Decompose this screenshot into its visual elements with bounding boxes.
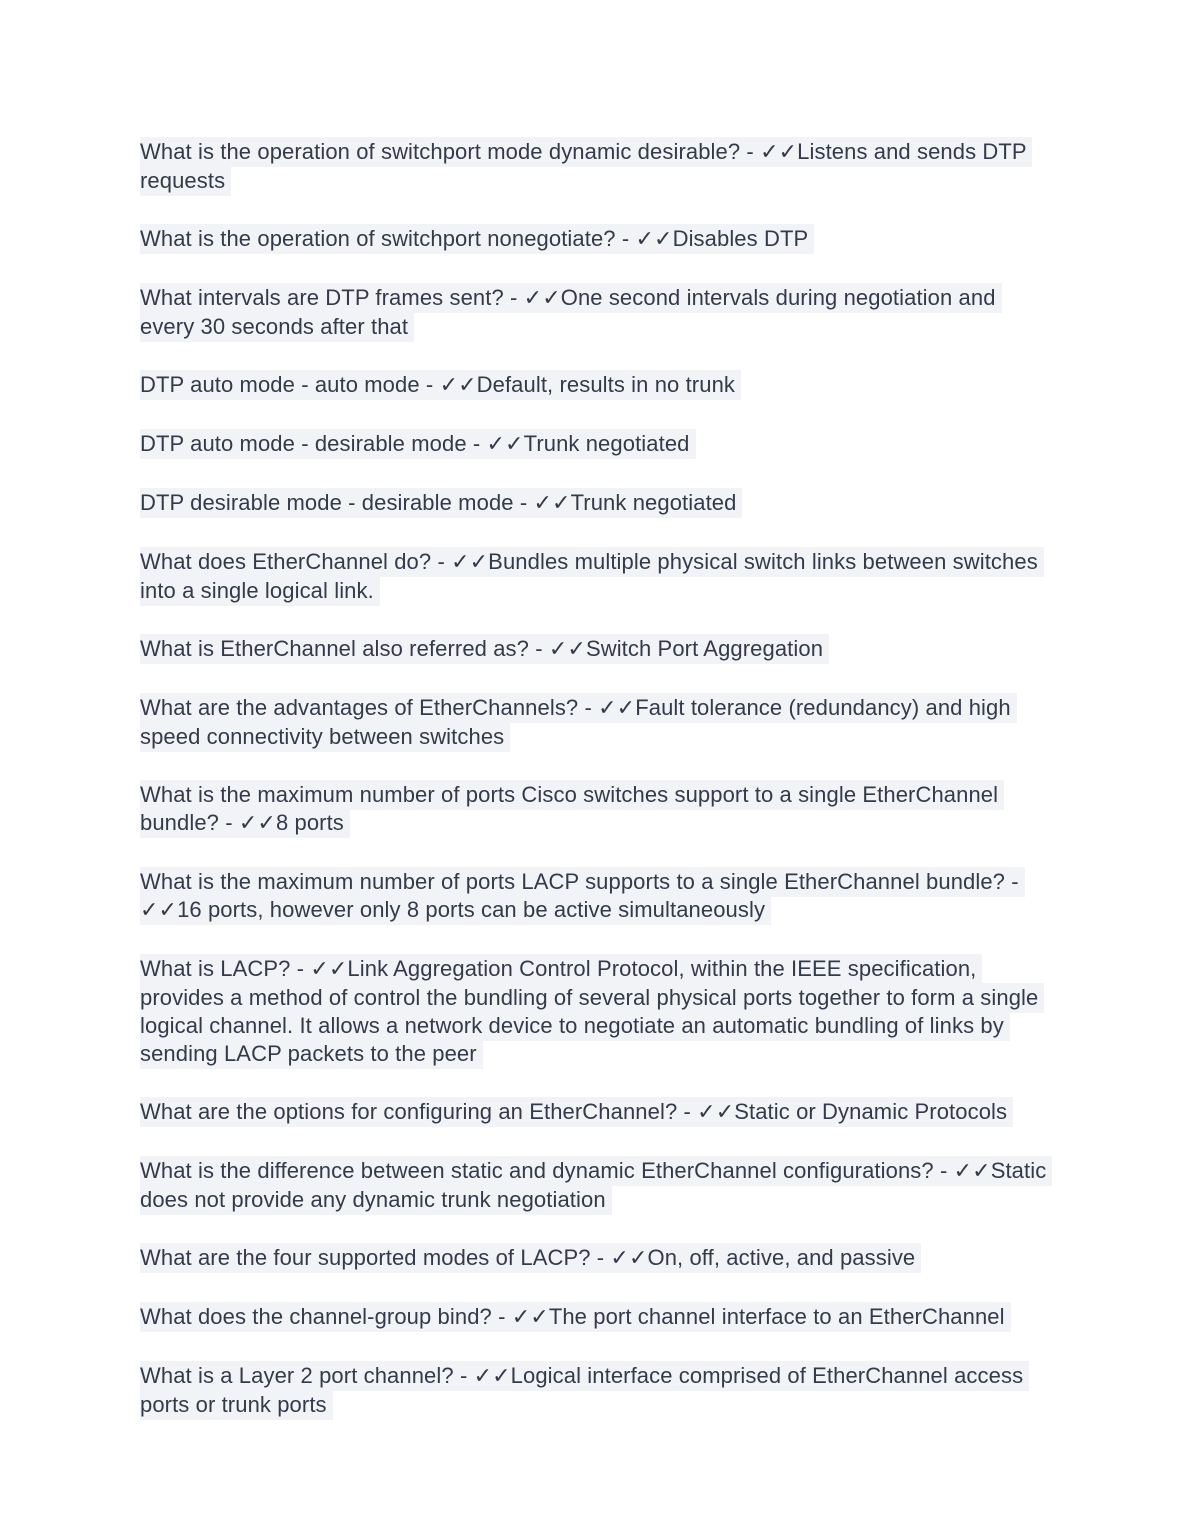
question-text: What is the operation of switchport mode dynamic desirable?	[140, 139, 741, 164]
qa-item	[140, 1303, 1055, 1332]
question-text: What is EtherChannel also referred as?	[140, 636, 529, 661]
answer-text: Disables DTP	[672, 226, 809, 251]
qa-item	[140, 694, 1055, 751]
qa-item	[140, 225, 1055, 254]
answer-text: Link Aggregation Control Protocol, within the IEEE specification, provides a method of control the bundling of several physical ports together to form a single logical channel. It allows a network device to negotiate an automatic bundling of links by sending LACP packets to the peer	[140, 956, 1039, 1066]
checkmarks-icon: ✓✓	[511, 1305, 549, 1330]
qa-item	[140, 1157, 1055, 1214]
text-highlight	[140, 954, 1044, 1069]
qa-item	[140, 868, 1055, 925]
checkmarks-icon: ✓✓	[523, 286, 561, 311]
answer-text: Static or Dynamic Protocols	[734, 1099, 1008, 1124]
qa-item	[140, 781, 1055, 838]
text-highlight	[140, 429, 696, 459]
answer-text: Static does not provide any dynamic trunk negotiation	[140, 1158, 1047, 1212]
qa-item	[140, 548, 1055, 605]
answer-separator: -	[431, 549, 452, 574]
text-highlight	[140, 370, 741, 400]
text-highlight	[140, 1156, 1052, 1215]
checkmarks-icon: ✓✓	[533, 491, 571, 516]
answer-separator: -	[453, 1363, 474, 1388]
answer-text: One second intervals during negotiation and every 30 seconds after that	[140, 285, 996, 339]
question-text: DTP auto mode - auto mode	[140, 372, 420, 397]
question-text: What intervals are DTP frames sent?	[140, 285, 504, 310]
answer-separator: -	[503, 285, 524, 310]
checkmarks-icon: ✓✓	[697, 1100, 735, 1125]
answer-separator: -	[290, 956, 311, 981]
answer-text: Switch Port Aggregation	[585, 636, 824, 661]
text-highlight	[140, 547, 1044, 606]
answer-text: Trunk negotiated	[523, 431, 690, 456]
question-text: What does the channel-group bind?	[140, 1304, 492, 1329]
answer-separator: -	[677, 1099, 698, 1124]
text-highlight	[140, 1243, 921, 1273]
text-highlight	[140, 1361, 1029, 1420]
question-text: DTP auto mode - desirable mode	[140, 431, 467, 456]
checkmarks-icon: ✓✓	[238, 811, 276, 836]
checkmarks-icon: ✓✓	[598, 696, 636, 721]
qa-item	[140, 635, 1055, 664]
text-highlight	[140, 1302, 1011, 1332]
checkmarks-icon: ✓✓	[548, 637, 586, 662]
question-text: What is the maximum number of ports Cisco switches support to a single EtherChannel bundle?	[140, 782, 999, 835]
answer-text: 8 ports	[275, 810, 344, 835]
checkmarks-icon: ✓✓	[760, 140, 798, 165]
question-text: What are the four supported modes of LACP?	[140, 1245, 591, 1270]
text-highlight	[140, 693, 1017, 752]
checkmarks-icon: ✓✓	[451, 550, 489, 575]
question-text: What are the options for configuring an EtherChannel?	[140, 1099, 678, 1124]
answer-separator: -	[615, 226, 636, 251]
answer-text: Bundles multiple physical switch links between switches into a single logical link.	[140, 549, 1038, 603]
text-highlight	[140, 488, 742, 518]
qa-item	[140, 1362, 1055, 1419]
question-text: What is LACP?	[140, 956, 291, 981]
text-highlight	[140, 634, 829, 664]
checkmarks-icon: ✓✓	[439, 373, 477, 398]
text-highlight	[140, 780, 1004, 838]
answer-separator: -	[419, 372, 440, 397]
checkmarks-icon: ✓✓	[610, 1246, 648, 1271]
text-highlight	[140, 283, 1002, 342]
qa-item	[140, 1098, 1055, 1127]
question-text: What is the operation of switchport nonegotiate?	[140, 226, 616, 251]
text-highlight	[140, 137, 1032, 196]
answer-text: 16 ports, however only 8 ports can be active simultaneously	[177, 897, 766, 922]
text-highlight	[140, 224, 814, 254]
answer-text: Logical interface comprised of EtherChannel access ports or trunk ports	[140, 1363, 1024, 1417]
text-highlight	[140, 867, 1025, 925]
qa-item	[140, 284, 1055, 341]
answer-text: Trunk negotiated	[570, 490, 737, 515]
answer-separator: -	[529, 636, 549, 661]
qa-list	[140, 138, 1055, 1419]
question-text: What are the advantages of EtherChannels?	[140, 695, 579, 720]
checkmarks-icon: ✓✓	[310, 957, 348, 982]
checkmarks-icon: ✓✓	[140, 898, 178, 923]
answer-separator: -	[513, 490, 534, 515]
answer-text: Listens and sends DTP requests	[140, 139, 1027, 193]
question-text: What is a Layer 2 port channel?	[140, 1363, 454, 1388]
answer-separator: -	[466, 431, 487, 456]
checkmarks-icon: ✓✓	[486, 432, 524, 457]
question-text: DTP desirable mode - desirable mode	[140, 490, 514, 515]
question-text: What does EtherChannel do?	[140, 549, 432, 574]
answer-text: Default, results in no trunk	[476, 372, 736, 397]
qa-item	[140, 489, 1055, 518]
qa-item	[140, 371, 1055, 400]
answer-text: Fault tolerance (redundancy) and high speed connectivity between switches	[140, 695, 1011, 749]
qa-item	[140, 1244, 1055, 1273]
answer-separator: -	[590, 1245, 611, 1270]
answer-separator: -	[219, 810, 239, 835]
text-highlight	[140, 1097, 1013, 1127]
answer-text: The port channel interface to an EtherChannel	[548, 1304, 1005, 1329]
question-text: What is the maximum number of ports LACP supports to a single EtherChannel bundle?	[140, 869, 1006, 894]
answer-separator: -	[933, 1158, 954, 1183]
answer-separator: -	[491, 1304, 512, 1329]
answer-separator: -	[578, 695, 599, 720]
qa-item	[140, 955, 1055, 1068]
qa-item	[140, 138, 1055, 195]
answer-separator: -	[740, 139, 761, 164]
checkmarks-icon: ✓✓	[953, 1159, 991, 1184]
checkmarks-icon: ✓✓	[635, 227, 673, 252]
qa-item	[140, 430, 1055, 459]
checkmarks-icon: ✓✓	[473, 1364, 511, 1389]
answer-separator: -	[1005, 869, 1019, 894]
answer-text: On, off, active, and passive	[647, 1245, 916, 1270]
question-text: What is the difference between static and dynamic EtherChannel configurations?	[140, 1158, 934, 1183]
